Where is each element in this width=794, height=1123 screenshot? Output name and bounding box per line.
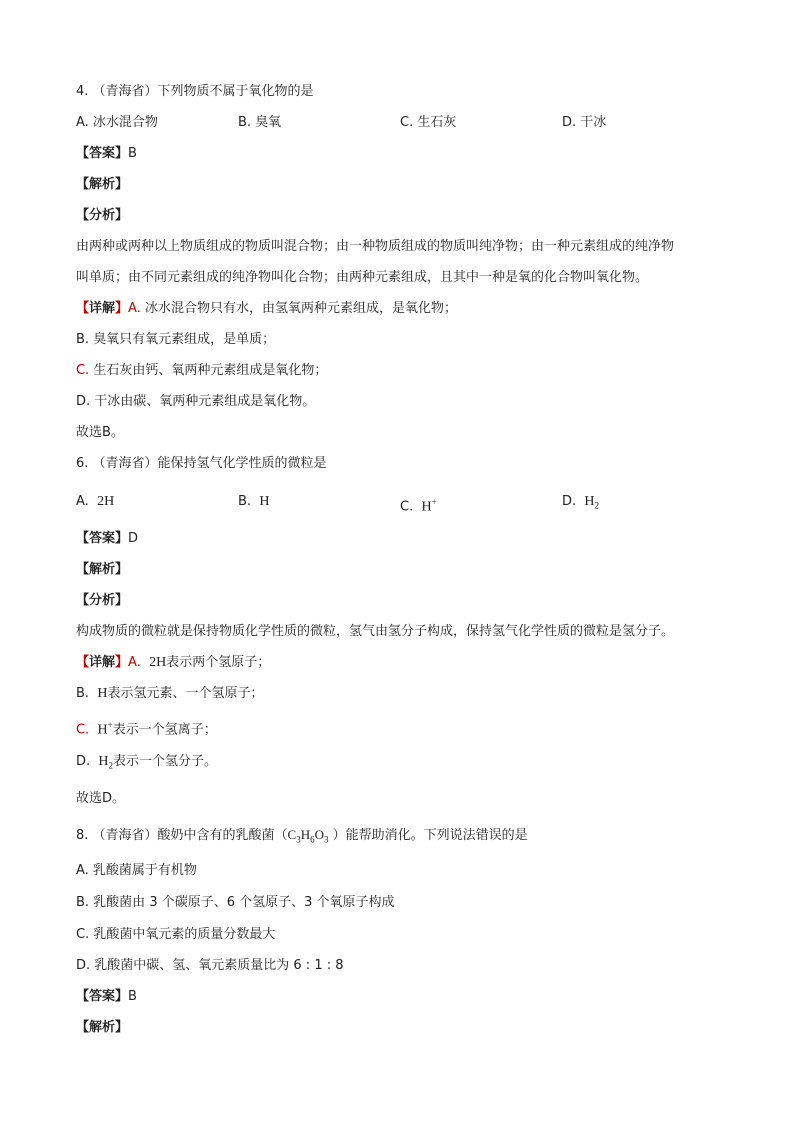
q6-fenxi-line-1: 构成物质的微粒就是保持物质化学性质的微粒，氢气由氢分子构成，保持氢气化学性质的微粒是氢分子。 xyxy=(76,624,675,639)
lactic-acid-formula: $C_3H_6O_3$ xyxy=(287,827,329,845)
q6-analysis-heading: 【解析】 xyxy=(76,562,129,577)
q8-option-a: A. 乳酸菌属于有机物 xyxy=(76,863,197,878)
q6-fenxi-heading: 【分析】 xyxy=(76,593,129,608)
q8-answer: 【答案】B xyxy=(76,989,137,1004)
q6-option-a: A. 2H xyxy=(76,494,115,509)
q4-fenxi-heading: 【分析】 xyxy=(76,208,129,223)
q6-detail-b: B. H表示氢元素、一个氢原子； xyxy=(76,686,264,701)
q4-stem: 4. （青海省）下列物质不属于氧化物的是 xyxy=(76,84,314,99)
q4-fenxi-line-2: 叫单质；由不同元素组成的纯净物叫化合物；由两种元素组成，且其中一种是氧的化合物叫氧化物。 xyxy=(76,270,649,285)
q6-option-b: B. H xyxy=(238,494,270,509)
q8-analysis-heading: 【解析】 xyxy=(76,1020,129,1035)
q4-detail-c: C. 生石灰由钙、氧两种元素组成是氧化物； xyxy=(76,363,328,378)
answer-value: D xyxy=(128,531,139,546)
q4-analysis-heading: 【解析】 xyxy=(76,177,129,192)
q8-option-d: D. 乳酸菌中碳、氢、氧元素质量比为 6 : 1 : 8 xyxy=(76,958,344,973)
q6-option-c: C. H+ xyxy=(400,497,437,515)
q8-option-c: C. 乳酸菌中氧元素的质量分数最大 xyxy=(76,927,276,942)
q4-detail-a: 【详解】A. 冰水混合物只有水，由氢氧两种元素组成，是氧化物； xyxy=(76,301,457,316)
q4-option-c: C. 生石灰 xyxy=(400,115,457,130)
q4-detail-b: B. 臭氧只有氧元素组成，是单质； xyxy=(76,332,276,347)
q4-conclusion: 故选B。 xyxy=(76,425,124,440)
q6-stem: 6. （青海省）能保持氢气化学性质的微粒是 xyxy=(76,456,327,471)
q6-detail-a: 【详解】A. 2H表示两个氢原子； xyxy=(76,655,271,670)
q4-answer: 【答案】B xyxy=(76,146,137,161)
q4-option-b: B. 臭氧 xyxy=(238,115,282,130)
q4-option-d: D. 干冰 xyxy=(562,115,607,130)
q6-answer: 【答案】D xyxy=(76,531,139,546)
answer-value: B xyxy=(128,989,137,1004)
q4-option-a: A. 冰水混合物 xyxy=(76,115,158,130)
q6-detail-d: D. $H_2$表示一个氢分子。 xyxy=(76,754,218,771)
q4-detail-d: D. 干冰由碳、氧两种元素组成是氧化物。 xyxy=(76,394,316,409)
q8-stem: 8. （青海省）酸奶中含有的乳酸菌（$C_3H_6O_3$ ）能帮助消化。下列说法错误的是 xyxy=(76,827,528,845)
q6-conclusion: 故选D。 xyxy=(76,791,126,806)
answer-label: 答案 xyxy=(89,146,116,161)
q6-option-d: D. $H_2$ xyxy=(562,494,600,511)
answer-value: B xyxy=(128,146,137,161)
q4-fenxi-line-1: 由两种或两种以上物质组成的物质叫混合物；由一种物质组成的物质叫纯净物；由一种元素组成的纯净物 xyxy=(76,239,675,254)
q6-detail-c: C. H+表示一个氢离子； xyxy=(76,720,217,738)
q8-option-b: B. 乳酸菌由 3 个碳原子、6 个氢原子、3 个氧原子构成 xyxy=(76,895,395,910)
